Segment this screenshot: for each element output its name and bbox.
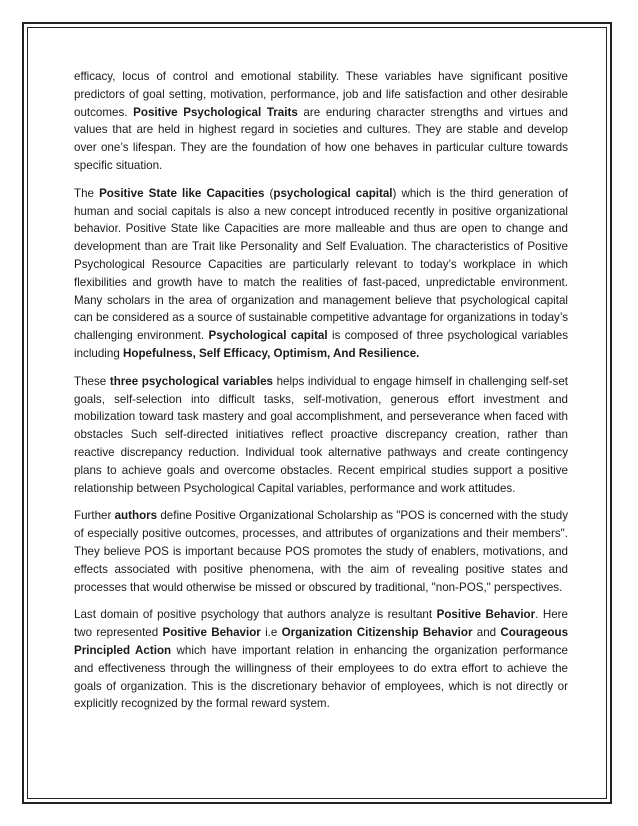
bold-term: Positive State like Capacities (99, 186, 265, 200)
bold-term: authors (114, 509, 158, 523)
bold-term: Psychological capital (208, 329, 328, 343)
text-run: define Positive Organizational Scholarship as "POS is concerned with the study of especially positive outcomes, processes, and attributes of organizations and their members". They believe POS is important because POS promotes the study of enablers, motivations, and effects associated with positive phenomena, with the aim of revealing positive states and processes that would otherwise be missed or obscured by traditional, "non-POS," perspectives. (74, 509, 568, 594)
text-run: The (74, 186, 100, 200)
text-run: is composed of three psychological variables including (74, 329, 568, 360)
text-run: helps individual to engage himself in challenging self-set goals, self-selection into difficult tasks, self-motivation, generous effort investment and mobilization toward task mastery and goal accomplishment, and perseverance when faced with obstacles Such self-directed initiatives reflect proactive discrepancy creation, rather than reactive discrepancy reduction. Individual took alternative pathways and create contingency plans to achieve goals and overcome obstacles. Recent empirical studies support a positive relationship between Psychological Capital variables, performance and work attitudes. (74, 374, 568, 495)
paragraph-positive-behavior (74, 606, 568, 713)
document-body (74, 68, 568, 723)
text-run: ) which is the third generation of human and social capitals is also a new concept introduced recently in positive organizational behavior. Positive State like Capacities are more malleable and thus are open to change and development than are Trait like Personality and Self Evaluation. The characteristics of Positive Psychological Resource Capacities are particularly relevant to today’s workplace in which flexibilities and growth have to match the realities of fast-paced, unpredictable environment. Many scholars in the area of organization and management believe that psychological capital can be considered as a source of sustainable competitive advantage for organizations in today’s challenging environment. (74, 186, 569, 343)
bold-term: Courageous Principled Action (74, 626, 569, 657)
bold-term: three psychological variables (109, 374, 273, 388)
text-run: i.e (260, 626, 282, 640)
paragraph-state-like-capacities (74, 185, 568, 363)
text-run: . Here two represented (74, 608, 568, 640)
text-run: are enduring character strengths and virtues and values that are held in highest regard in societies and cultures. They are stable and develop over one’s lifespan. They are the foundation of how one behaves in particular culture towards specific situation. (74, 105, 568, 172)
paragraph-pos-definition (74, 507, 568, 596)
bold-term: psychological capital (273, 186, 393, 200)
bold-term: Organization Citizenship Behavior (281, 626, 473, 640)
bold-term: Hopefulness, Self Efficacy, Optimism, And Resilience. (123, 346, 420, 360)
bold-term: Positive Psychological Traits (133, 105, 298, 119)
text-run: These (74, 374, 110, 388)
text-run: Further (74, 509, 115, 523)
bold-term: Positive Behavior (436, 608, 536, 622)
text-run: efficacy, locus of control and emotional stability. These variables have significant positive predictors of goal setting, motivation, performance, job and life satisfaction and other desirable outcomes. (74, 70, 568, 119)
text-run: Last domain of positive psychology that authors analyze is resultant (74, 608, 437, 622)
text-run: ( (264, 186, 274, 200)
paragraph-traits (74, 68, 568, 175)
text-run: and (472, 626, 501, 640)
bold-term: Positive Behavior (162, 626, 261, 640)
text-run: which have important relation in enhancing the organization performance and effectiveness through the willingness of their employees to do extra effort to achieve the goals of organization. This is the discretionary behavior of employees, which is not directly or explicitly recognized by the formal reward system. (74, 643, 568, 711)
paragraph-psychological-variables (74, 373, 568, 498)
